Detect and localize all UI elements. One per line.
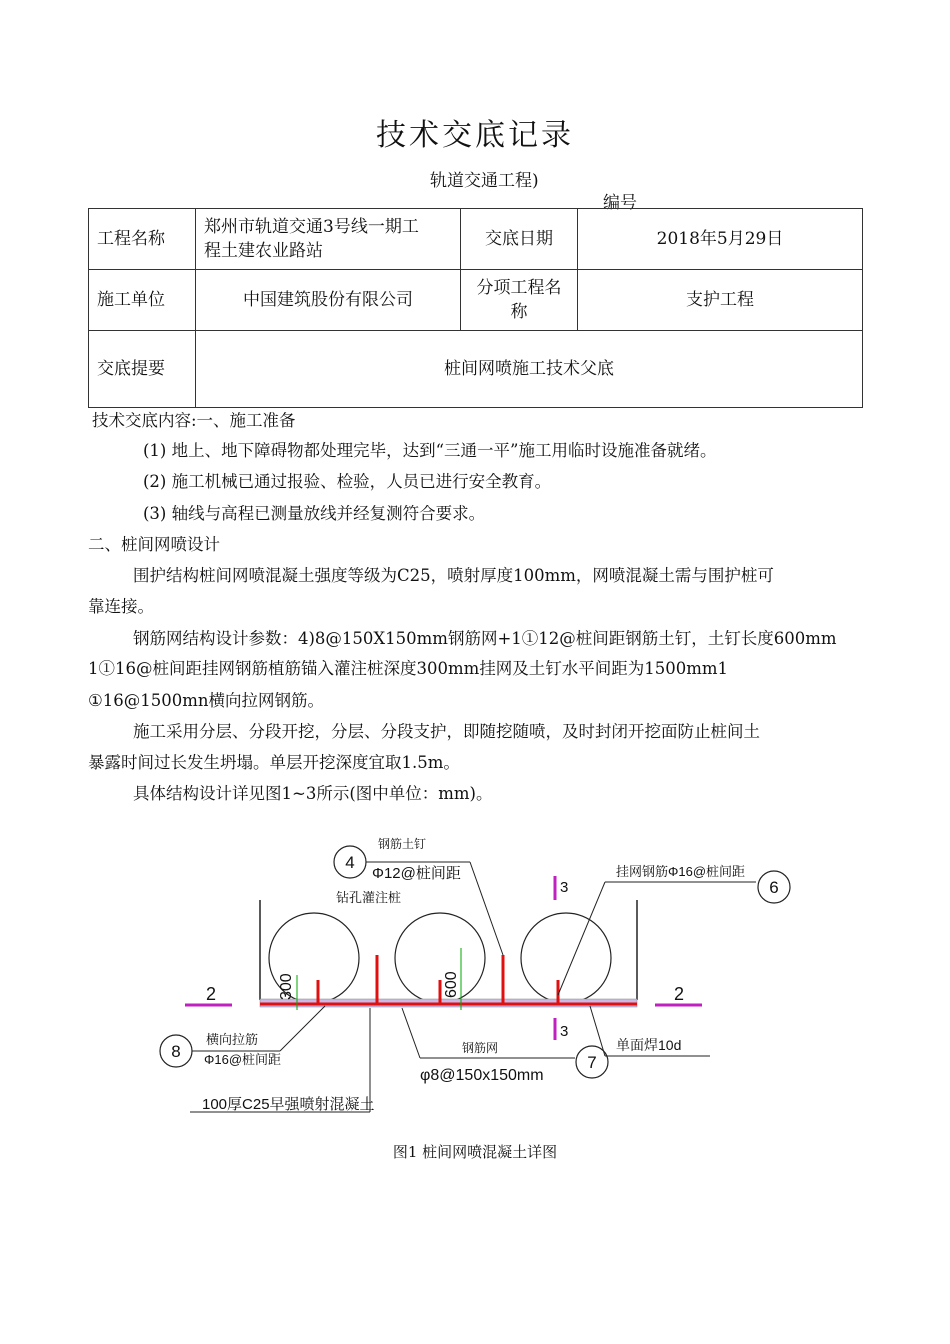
tie-bar-spec: Φ16@桩间距 <box>204 1052 282 1067</box>
soil-nail-title: 钢筋土钉 <box>378 837 427 851</box>
callout-6-number: 6 <box>769 878 779 897</box>
project-name-line2: 程土建农业路站 <box>204 241 323 261</box>
shotcrete-label: 100厚C25早强喷射混凝土 <box>202 1096 375 1113</box>
para2-line1: 钢筋网结构设计参数：4)8@150X150mm钢筋网+1①12@桩间距钢筋土钉，土钉长度600mm <box>133 629 837 648</box>
page-title: 技术交底记录 <box>376 118 574 153</box>
page-subtitle: 轨道交通工程) <box>430 171 539 191</box>
para1-line1: 围护结构桩间网喷混凝土强度等级为C25，喷射厚度100mm，网喷混凝土需与围护桩可 <box>133 566 774 585</box>
callout-7-leader <box>402 1008 420 1058</box>
para2-line3: ①16@1500mn横向拉网钢筋。 <box>88 691 325 710</box>
callout-7-number: 7 <box>587 1053 597 1072</box>
soil-nail-spec: Φ12@桩间距 <box>372 865 461 882</box>
para4: 具体结构设计详见图1~3所示(图中单位：mm)。 <box>133 784 493 803</box>
dimension-300: 300 <box>278 973 295 1000</box>
table-row <box>89 270 863 331</box>
pile-circle <box>521 913 611 1003</box>
subitem-value: 支护工程 <box>578 270 863 331</box>
section-2-label-right: 2 <box>674 984 685 1004</box>
date-value: 2018年5月29日 <box>578 209 863 270</box>
para3-line1: 施工采用分层、分段开挖，分层、分段支护，即随挖随喷，及时封闭开挖面防止桩间土 <box>133 722 760 741</box>
table-row <box>89 331 863 408</box>
prep-item-2: (2) 施工机械已通过报验、检验，人员已进行安全教育。 <box>143 472 552 491</box>
summary-value: 桩间网喷施工技术父底 <box>196 331 863 408</box>
section-2-label-left: 2 <box>206 984 217 1004</box>
hang-bar-label: 挂网钢筋Φ16@桩间距 <box>616 864 746 879</box>
para2-line2: 1①16@桩间距挂网钢筋植筋锚入灌注桩深度300mm挂网及土钉水平间距为1500mm1 <box>88 659 729 678</box>
detail-drawing <box>150 830 820 1120</box>
callout-6-leader <box>558 882 605 995</box>
callout-8-leader <box>280 1006 325 1051</box>
section2-heading: 二、桩间网喷设计 <box>88 535 220 554</box>
callout-8-number: 8 <box>171 1042 181 1061</box>
para1-line2: 靠连接。 <box>88 597 154 616</box>
content-intro: 技术交底内容:一、施工准备 <box>92 411 296 430</box>
pile-label: 钻孔灌注桩 <box>336 890 402 905</box>
unit-value: 中国建筑股份有限公司 <box>196 270 461 331</box>
table-row <box>89 209 863 270</box>
document-number-label: 编号 <box>603 193 637 213</box>
unit-label: 施工单位 <box>89 270 196 331</box>
summary-label: 交底提要 <box>89 331 196 408</box>
figure-caption: 图1 桩间网喷混凝土详图 <box>392 1143 558 1161</box>
subitem-label: 分项工程名称 <box>461 270 578 331</box>
mesh-spec: φ8@150x150mm <box>420 1067 544 1084</box>
dimension-600: 600 <box>443 971 460 998</box>
prep-item-3: (3) 轴线与高程已测量放线并经复测符合要求。 <box>143 504 486 523</box>
tie-bar-title: 横向拉筋 <box>206 1032 259 1047</box>
project-name-line1: 郑州市轨道交通3号线一期工 <box>204 217 419 237</box>
callout-4-number: 4 <box>345 853 355 872</box>
weld-label: 单面焊10d <box>616 1037 682 1053</box>
section-3-label-bottom: 3 <box>560 1023 569 1040</box>
para3-line2: 暴露时间过长发生坍塌。单层开挖深度宜取1.5m。 <box>88 753 460 772</box>
weld-leader <box>590 1006 605 1056</box>
prep-item-1: (1) 地上、地下障碍物都处理完毕，达到“三通一平”施工用临时设施准备就绪。 <box>143 441 717 460</box>
info-table <box>88 208 863 408</box>
project-name-value <box>196 209 461 270</box>
date-label: 交底日期 <box>461 209 578 270</box>
section-3-label-top: 3 <box>560 879 569 896</box>
project-name-label: 工程名称 <box>89 209 196 270</box>
callout-4-leader <box>470 862 503 955</box>
mesh-title: 钢筋网 <box>462 1041 499 1055</box>
